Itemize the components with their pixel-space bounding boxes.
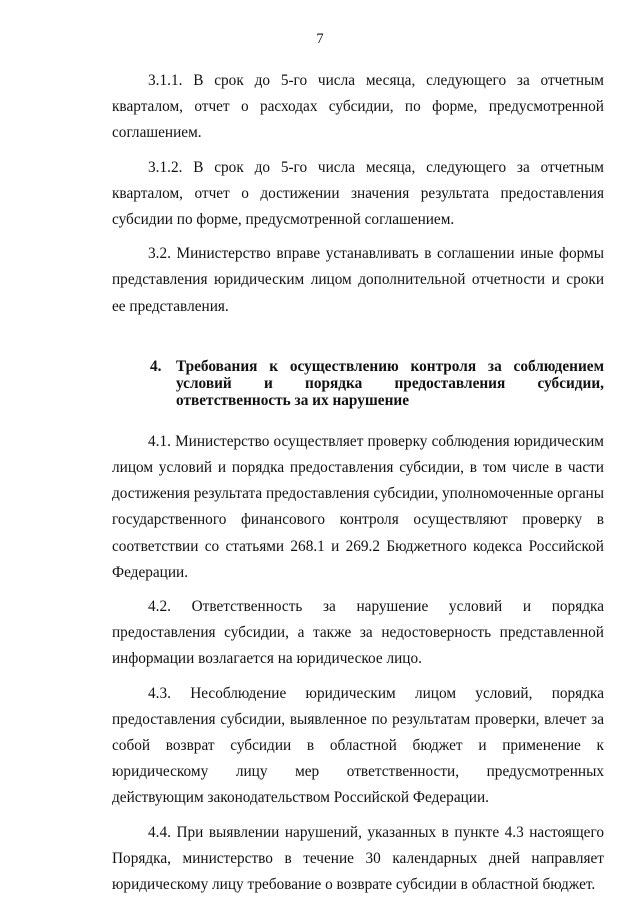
- page-number: 7: [316, 31, 324, 47]
- paragraph-3-2: 3.2. Министерство вправе устанавливать в соглашении иные формы представления юридическим лицом дополнительной отчетности и сроки ее представления.: [112, 245, 604, 315]
- paragraph-4-4: 4.4. При выявлении нарушений, указанных в пункте 4.3 настоящего Порядка, министерство в течение 30 календарных дней направляет юридическому лицу требование о возврате субсидии в областной бюджет.: [112, 823, 604, 894]
- paragraph-4-2: 4.2. Ответственность за нарушение условий и порядка предоставления субсидии, а также за недостоверность представленной информации возлагается на юридическое лицо.: [112, 598, 604, 668]
- paragraph-4-3: 4.3. Несоблюдение юридическим лицом условий, порядка предоставления субсидии, выявленное по результатам проверки, влечет за собой возврат субсидии в областной бюджет и применение к юридическому лицу мер ответственности, предусмотренных действующим законодательством Российской Федерации.: [112, 684, 604, 807]
- paragraph-4-1: 4.1. Министерство осуществляет проверку соблюдения юридическим лицом условий и порядка предоставления субсидии, в том числе в части достижения результата предоставления субсидии, уполномоченные органы государственного финансового контроля осуществляют проверку в соответствии со статьями 268.1 и 269.2 Бюджетного кодекса Российской Федерации.: [112, 432, 604, 581]
- section-heading: [112, 358, 604, 409]
- section-title: Требования к осуществлению контроля за соблюдением условий и порядка предоставления субсидии, ответственность за их нарушение: [176, 357, 604, 409]
- section-number: 4.: [150, 357, 162, 375]
- paragraph-3-1-2: 3.1.2. В срок до 5-го числа месяца, следующего за отчетным кварталом, отчет о достижении значения результата предоставления субсидии по форме, предусмотренной соглашением.: [112, 158, 604, 229]
- paragraph-3-1-1: 3.1.1. В срок до 5-го числа месяца, следующего за отчетным кварталом, отчет о расходах субсидии, по форме, предусмотренной соглашением.: [112, 72, 604, 142]
